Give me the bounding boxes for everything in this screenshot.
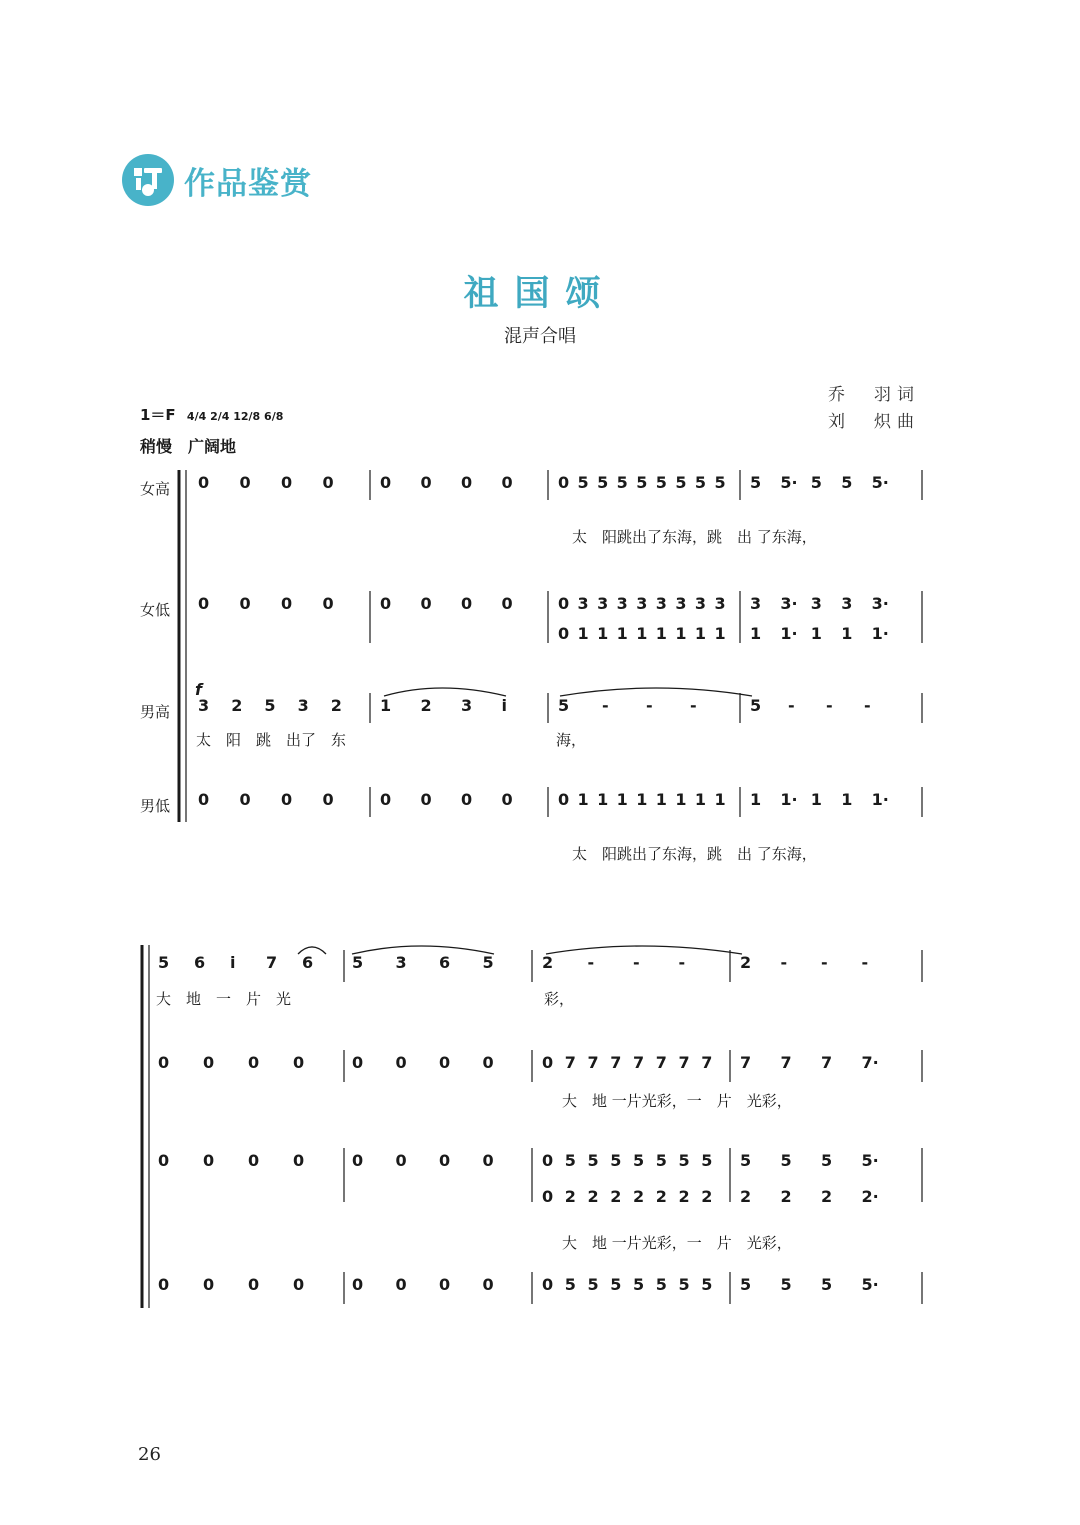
note: 5: [750, 696, 762, 715]
note: 3: [841, 594, 853, 613]
note: 1: [714, 624, 726, 643]
note: 0: [482, 1275, 494, 1294]
note: 5: [714, 473, 726, 492]
note: 5: [558, 696, 570, 715]
song-subtitle: 混声合唱: [504, 326, 576, 347]
note: 2: [542, 953, 554, 972]
note: -: [587, 953, 595, 972]
key-signature: 1＝F: [140, 406, 176, 424]
note: 5: [740, 1151, 752, 1170]
note: 5: [264, 696, 276, 715]
note: 2: [780, 1187, 792, 1206]
note: 5: [740, 1275, 752, 1294]
note: -: [690, 696, 697, 715]
note: 7: [587, 1053, 599, 1072]
note: 1: [577, 624, 589, 643]
note: 0: [395, 1275, 407, 1294]
song-title: 祖国颂: [463, 273, 617, 314]
note: 0: [558, 624, 570, 643]
note: 0: [542, 1053, 554, 1072]
note: 1·: [871, 624, 889, 643]
note: 5: [482, 953, 494, 972]
note: 0: [203, 1151, 215, 1170]
note: 0: [322, 790, 334, 809]
note: 7: [610, 1053, 622, 1072]
note: 0: [380, 594, 392, 613]
note: 7: [740, 1053, 752, 1072]
note: 0: [248, 1275, 260, 1294]
note: 5: [701, 1275, 713, 1294]
page-number: 26: [138, 1444, 161, 1465]
note: 3: [655, 594, 667, 613]
note: 1: [841, 624, 853, 643]
lyric-line: 海，: [556, 731, 587, 749]
part-name: 女高: [140, 480, 171, 498]
note: 7: [633, 1053, 645, 1072]
note: 0: [281, 473, 293, 492]
note: 1: [841, 790, 853, 809]
note: 0: [395, 1053, 407, 1072]
note: 2: [330, 696, 342, 715]
note: 0: [558, 473, 570, 492]
note: 1: [694, 790, 707, 809]
note: 0: [203, 1053, 215, 1072]
note: 3: [675, 594, 687, 613]
note: 3: [616, 594, 628, 613]
note: 5: [158, 953, 170, 972]
note: 5·: [780, 473, 798, 492]
note: 6: [302, 953, 314, 972]
note: 3·: [871, 594, 889, 613]
note: 7: [701, 1053, 713, 1072]
tie-slur: [352, 946, 494, 954]
note: 0: [239, 790, 251, 809]
note: 5: [564, 1275, 576, 1294]
note: 1: [655, 790, 667, 809]
note: 2: [587, 1187, 599, 1206]
note: 5: [655, 1275, 667, 1294]
note: 5: [577, 473, 589, 492]
note: 1: [810, 790, 822, 809]
composer-credit: 刘 炽曲: [828, 412, 920, 432]
note: 0: [322, 473, 334, 492]
note: 0: [542, 1151, 554, 1170]
note: 0: [439, 1275, 451, 1294]
note: 2: [655, 1187, 667, 1206]
note: 0: [198, 790, 210, 809]
lyric-line: 大 地 一片光彩，一 片 光彩，: [562, 1234, 792, 1252]
note: 5: [352, 953, 364, 972]
note: 0: [501, 594, 513, 613]
note: 5: [701, 1151, 713, 1170]
note: 1: [636, 624, 648, 643]
note: 3: [714, 594, 726, 613]
note: 7: [266, 953, 278, 972]
note: 5: [597, 473, 609, 492]
part-name: 女低: [140, 601, 171, 619]
lyric-line: 大 地 一片光彩，一 片 光彩，: [562, 1092, 792, 1110]
tie-slur: [384, 688, 506, 696]
note: 3: [198, 696, 210, 715]
note: 5: [780, 1151, 792, 1170]
note: 0: [352, 1151, 364, 1170]
note: 6: [194, 953, 206, 972]
note: i: [501, 696, 507, 715]
note: 1·: [780, 790, 798, 809]
note: 2·: [861, 1187, 879, 1206]
note: 3·: [780, 594, 798, 613]
note: 1: [675, 624, 687, 643]
note: 7: [564, 1053, 576, 1072]
note: 1: [616, 790, 628, 809]
note: 5: [678, 1151, 690, 1170]
note: 0: [293, 1053, 305, 1072]
note: 5: [694, 473, 707, 492]
note: 5: [678, 1275, 690, 1294]
note: 0: [420, 594, 432, 613]
note: 5·: [861, 1151, 879, 1170]
note: 5: [655, 473, 667, 492]
note: 1: [597, 624, 609, 643]
note: 0: [239, 473, 251, 492]
tie-slur: [546, 946, 742, 954]
note: 0: [439, 1151, 451, 1170]
note: 1: [380, 696, 392, 715]
note: 0: [352, 1275, 364, 1294]
note: 2: [564, 1187, 576, 1206]
note: 6: [439, 953, 451, 972]
note: 7: [780, 1053, 792, 1072]
note: 1: [750, 624, 762, 643]
lyric-line: 太 阳跳出了东海，跳 出 了东海，: [572, 845, 817, 863]
note: 1: [636, 790, 648, 809]
note: 5·: [871, 473, 889, 492]
tie-slur: [560, 688, 752, 696]
note: 5: [564, 1151, 576, 1170]
note: 0: [501, 790, 513, 809]
note: 0: [420, 790, 432, 809]
note: 0: [380, 473, 392, 492]
note: 1·: [780, 624, 798, 643]
lyric-line: 太 阳跳出了东海，跳 出 了东海，: [572, 528, 817, 546]
note: 0: [248, 1151, 260, 1170]
note: 0: [158, 1151, 170, 1170]
note: 0: [482, 1053, 494, 1072]
note: 5: [616, 473, 628, 492]
note: 0: [461, 594, 473, 613]
note: 3: [395, 953, 407, 972]
lyricist-credit: 乔 羽词: [828, 385, 920, 405]
note: 5: [636, 473, 648, 492]
note: 1: [675, 790, 687, 809]
note: 3: [461, 696, 473, 715]
note: 0: [281, 594, 293, 613]
note: -: [633, 953, 640, 972]
note: 0: [461, 473, 473, 492]
note: 7: [678, 1053, 690, 1072]
note: -: [821, 953, 828, 972]
time-signatures: 4/4 2/4 12/8 6/8: [186, 410, 284, 423]
note: -: [826, 696, 833, 715]
note: 3: [636, 594, 648, 613]
note: 3: [810, 594, 822, 613]
note: 0: [501, 473, 513, 492]
note: 1: [597, 790, 609, 809]
note: 1·: [871, 790, 889, 809]
note: 5: [587, 1275, 599, 1294]
note: 1: [694, 624, 707, 643]
note: 7: [821, 1053, 833, 1072]
note: 0: [158, 1275, 170, 1294]
note: 0: [461, 790, 473, 809]
note: 5: [750, 473, 762, 492]
note: 3: [694, 594, 707, 613]
note: 2: [821, 1187, 833, 1206]
note: 2: [701, 1187, 713, 1206]
note: 1: [714, 790, 726, 809]
note: 0: [542, 1187, 554, 1206]
part-name: 男高: [140, 703, 171, 721]
note: -: [861, 953, 869, 972]
note: 0: [198, 594, 210, 613]
note: 0: [293, 1151, 305, 1170]
note: 1: [810, 624, 822, 643]
note: -: [678, 953, 686, 972]
note: 0: [482, 1151, 494, 1170]
note: -: [646, 696, 653, 715]
note: 0: [293, 1275, 305, 1294]
note: 5: [587, 1151, 599, 1170]
note: i: [230, 953, 236, 972]
note: -: [780, 953, 788, 972]
note: 5: [655, 1151, 667, 1170]
note: 0: [248, 1053, 260, 1072]
note: 5: [633, 1151, 645, 1170]
tempo-marking: 稍慢 广阔地: [140, 437, 237, 456]
note: 5: [821, 1151, 833, 1170]
note: 5·: [861, 1275, 879, 1294]
note: 1: [655, 624, 667, 643]
lyric-line: 大 地 一 片 光: [156, 990, 292, 1008]
note: 0: [281, 790, 293, 809]
note: 7·: [861, 1053, 879, 1072]
note: -: [788, 696, 795, 715]
note: 5: [810, 473, 822, 492]
note: 2: [231, 696, 243, 715]
note: 0: [322, 594, 334, 613]
note: 5: [780, 1275, 792, 1294]
note: 0: [395, 1151, 407, 1170]
note: 2: [633, 1187, 645, 1206]
note: 1: [750, 790, 762, 809]
note: 3: [577, 594, 589, 613]
note: 0: [439, 1053, 451, 1072]
note: 1: [577, 790, 589, 809]
note: 2: [740, 1187, 752, 1206]
note: 0: [380, 790, 392, 809]
note: -: [864, 696, 871, 715]
dynamic-marking: f: [195, 680, 202, 699]
note: 0: [420, 473, 432, 492]
note: 2: [420, 696, 432, 715]
note: 5: [821, 1275, 833, 1294]
note: 0: [558, 594, 570, 613]
note: 0: [158, 1053, 170, 1072]
note: 0: [558, 790, 570, 809]
lyric-line: 彩，: [544, 990, 575, 1008]
note: 0: [352, 1053, 364, 1072]
note: 2: [740, 953, 752, 972]
note: 5: [841, 473, 853, 492]
note: 0: [239, 594, 251, 613]
note: 3: [297, 696, 309, 715]
note: 2: [610, 1187, 622, 1206]
note: 5: [675, 473, 687, 492]
lyric-line: 太 阳 跳 出了 东: [196, 731, 347, 749]
section-label: 作品鉴赏: [184, 165, 312, 202]
note: -: [602, 696, 609, 715]
note: 3: [750, 594, 762, 613]
note: 1: [616, 624, 628, 643]
note: 0: [203, 1275, 215, 1294]
part-name: 男低: [140, 797, 171, 815]
note: 5: [633, 1275, 645, 1294]
note: 7: [655, 1053, 667, 1072]
note: 0: [198, 473, 210, 492]
note: 2: [678, 1187, 690, 1206]
note: 3: [597, 594, 609, 613]
note: 0: [542, 1275, 554, 1294]
note: 5: [610, 1275, 622, 1294]
note: 5: [610, 1151, 622, 1170]
